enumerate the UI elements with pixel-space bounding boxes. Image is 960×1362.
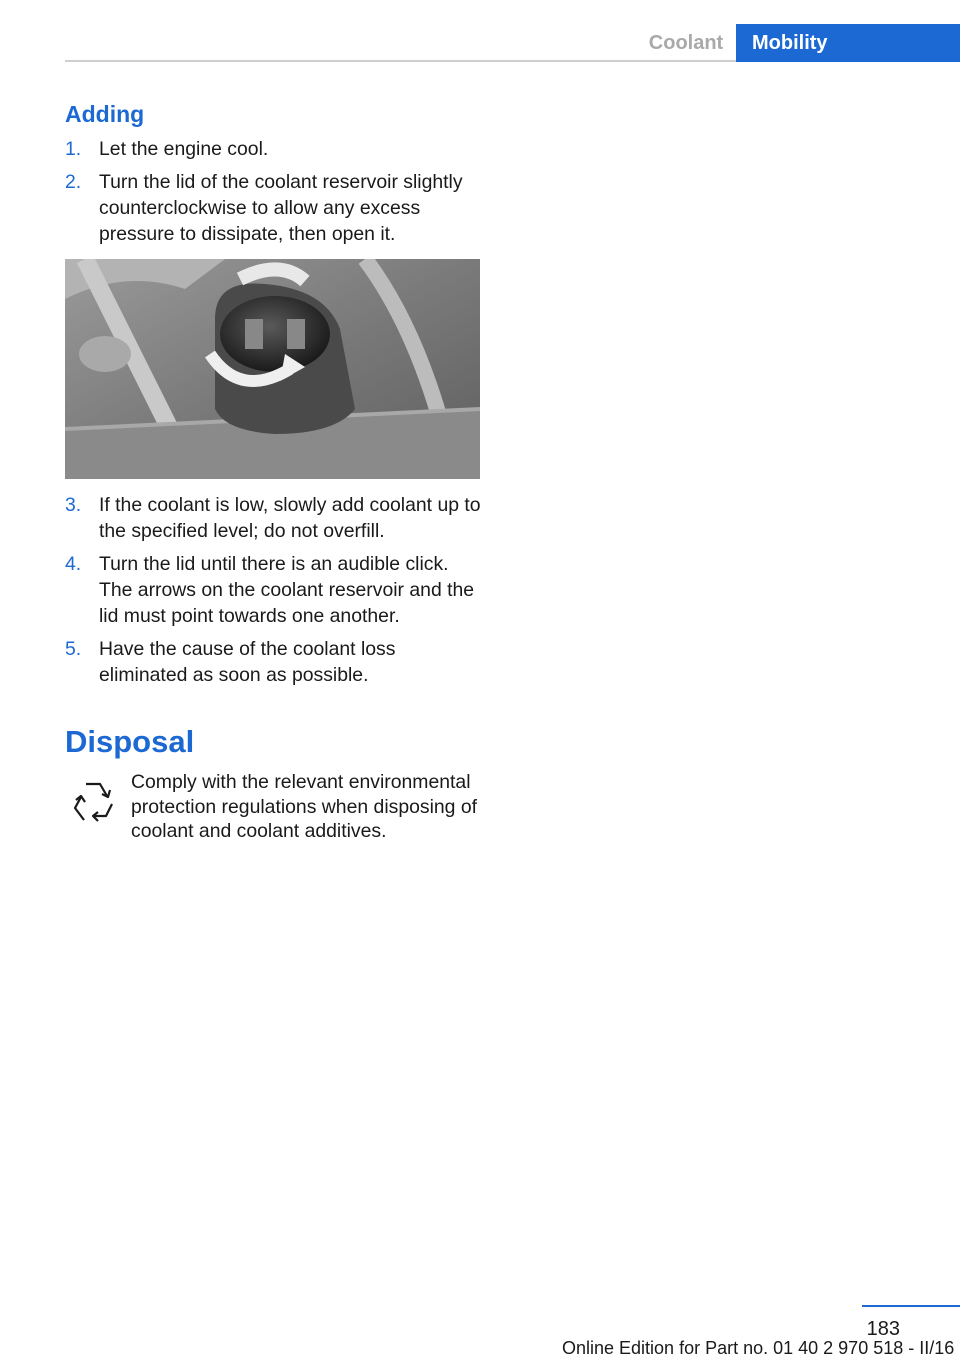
coolant-reservoir-illustration <box>65 259 480 479</box>
step-number: 1. <box>65 138 82 160</box>
step-text: If the coolant is low, slowly add coolant up to the specified level; do not overfill. <box>99 494 481 542</box>
step-text: Turn the lid of the coolant reservoir slightly counterclockwise to allow any excess pressure to dissipate, then open it. <box>99 171 463 245</box>
list-item <box>65 636 485 688</box>
page-number: 183 <box>866 1318 900 1340</box>
step-text: Let the engine cool. <box>99 138 269 160</box>
step-text: Turn the lid until there is an audible click. The arrows on the coolant reservoir and the lid must point towards one another. <box>99 553 475 627</box>
step-text: Have the cause of the coolant loss eliminated as soon as possible. <box>99 638 396 686</box>
list-item <box>65 492 485 544</box>
edition-note: Online Edition for Part no. 01 40 2 970 518 - II/16 <box>562 1338 955 1358</box>
step-number: 2. <box>65 171 82 193</box>
step-number: 4. <box>65 553 82 575</box>
adding-heading: Adding <box>65 101 145 127</box>
adding-steps-list-continued <box>65 492 485 695</box>
footer-rule <box>862 1305 960 1307</box>
recycle-icon <box>66 776 120 830</box>
step-number: 3. <box>65 494 82 516</box>
coolant-reservoir-photo <box>65 259 480 479</box>
chapter-tab[interactable]: Mobility <box>736 24 960 62</box>
disposal-heading: Disposal <box>65 724 195 759</box>
list-item <box>65 169 485 247</box>
section-tab[interactable]: Coolant <box>648 32 724 54</box>
adding-steps-list <box>65 136 485 254</box>
list-item <box>65 136 485 162</box>
step-number: 5. <box>65 638 82 660</box>
list-item <box>65 551 485 629</box>
disposal-text: Comply with the relevant environmental protection regulations when disposing of coolant and coolant additives. <box>131 771 478 842</box>
